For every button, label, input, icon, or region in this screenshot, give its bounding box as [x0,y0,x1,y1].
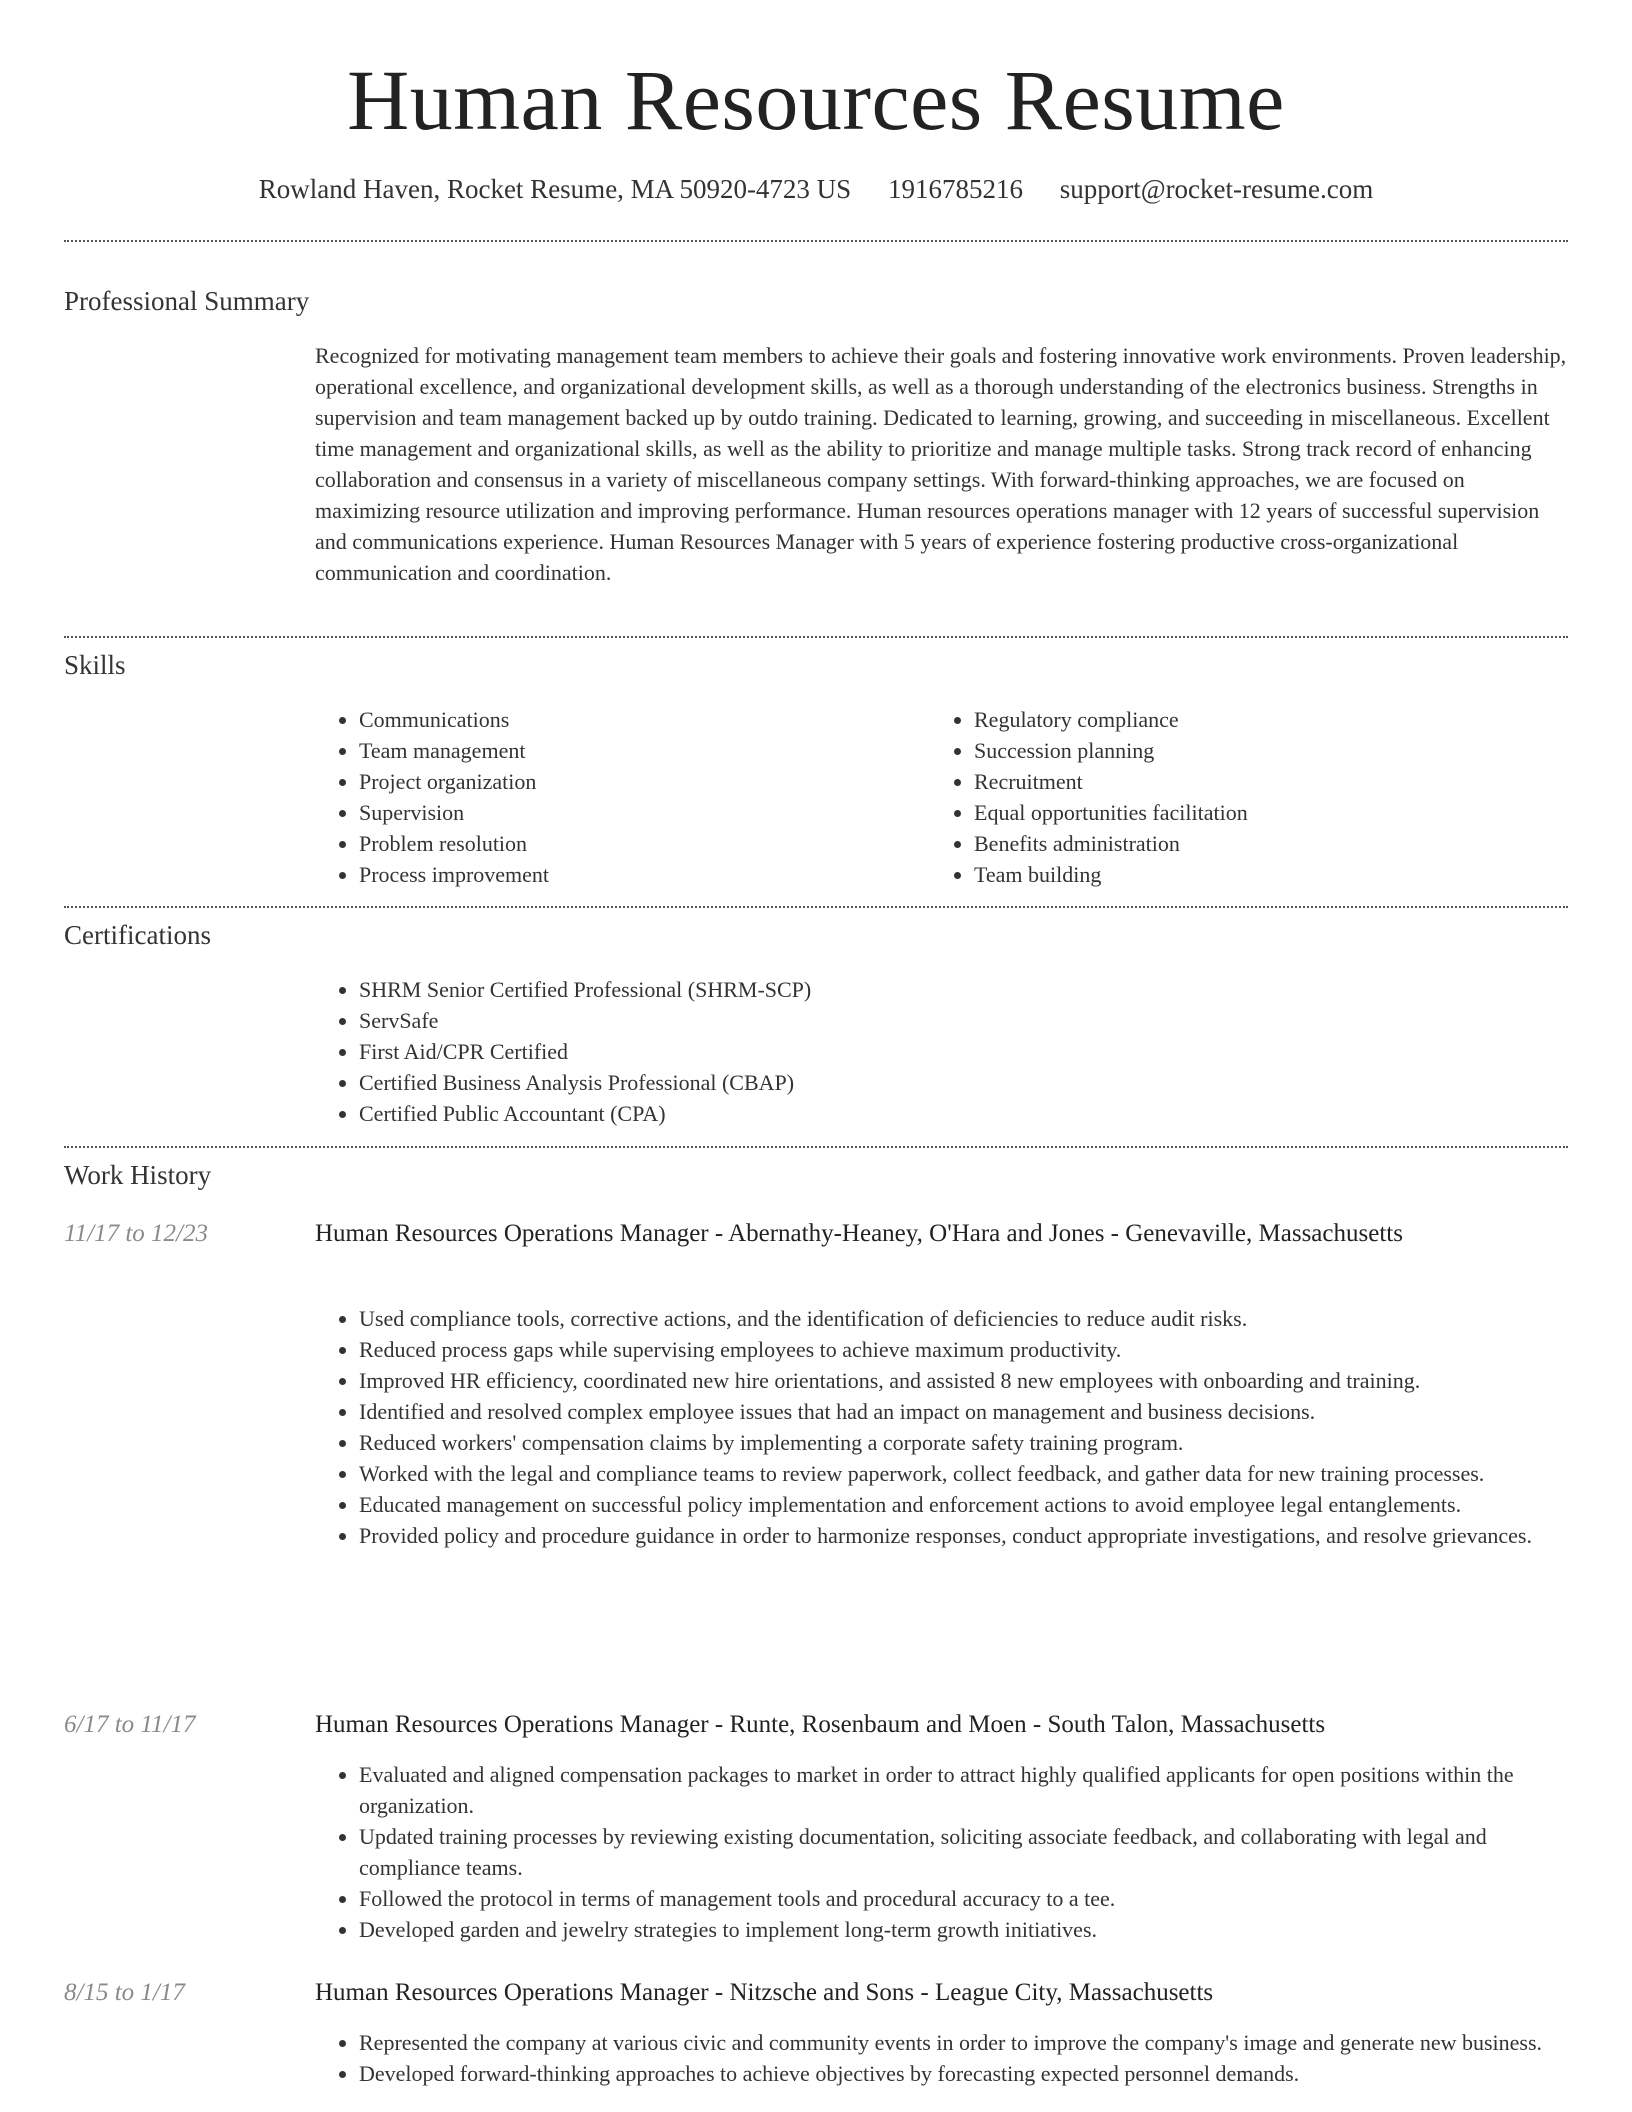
contact-line [0,172,1632,206]
job-dates: 6/17 to 11/17 [64,1711,196,1738]
certification-item: • First Aid/CPR Certified [359,1036,1569,1067]
certification-item: • SHRM Senior Certified Professional (SHRM-SCP) [359,974,1569,1005]
job-title: Human Resources Operations Manager - Runte, Rosenbaum and Moen - South Talon, Massachusetts [315,1711,1326,1738]
job-dates: 11/17 to 12/23 [64,1220,208,1247]
job-bullet: • Evaluated and aligned compensation packages to market in order to attract highly qualified applicants for open positions within the organization. [359,1759,1570,1821]
job-bullet: • Worked with the legal and compliance teams to review paperwork, collect feedback, and gather data for new training processes. [359,1458,1570,1489]
divider [64,1146,1568,1148]
skill-item: • Equal opportunities facilitation [974,797,1594,828]
job-bullet: • Reduced workers' compensation claims by implementing a corporate safety training program. [359,1427,1570,1458]
skill-item: • Process improvement [359,859,919,890]
skill-item: • Regulatory compliance [974,704,1594,735]
job-bullet: • Updated training processes by reviewing existing documentation, soliciting associate feedback, and collaborating with legal and compliance teams. [359,1821,1570,1883]
job-bullets [315,1303,1570,1551]
skill-item: • Benefits administration [974,828,1594,859]
job-bullet: • Educated management on successful policy implementation and enforcement actions to avoid employee legal entanglements. [359,1489,1570,1520]
skills-list-right [930,704,1594,890]
work-history-heading: Work History [64,1160,212,1190]
job-bullet: • Used compliance tools, corrective actions, and the identification of deficiencies to reduce audit risks. [359,1303,1570,1334]
skill-item: • Recruitment [974,766,1594,797]
certification-item: • Certified Business Analysis Professional (CBAP) [359,1067,1569,1098]
certifications-heading: Certifications [64,920,211,950]
summary-heading: Professional Summary [64,286,310,316]
job-bullet: • Represented the company at various civic and community events in order to improve the company's image and generate new business. [359,2027,1570,2058]
certifications-list [315,974,1569,1129]
job-title: Human Resources Operations Manager - Nitzsche and Sons - League City, Massachusetts [315,1979,1214,2006]
skills-list-left [315,704,919,890]
skills-heading: Skills [64,650,126,680]
divider [64,240,1568,242]
job-bullet: • Provided policy and procedure guidance in order to harmonize responses, conduct appropriate investigations, and resolve grievances. [359,1520,1570,1551]
job-bullet: • Improved HR efficiency, coordinated new hire orientations, and assisted 8 new employees with onboarding and training. [359,1365,1570,1396]
skill-item: • Team management [359,735,919,766]
divider [64,636,1568,638]
job-bullet: • Reduced process gaps while supervising employees to achieve maximum productivity. [359,1334,1570,1365]
skill-item: • Project organization [359,766,919,797]
skill-item: • Team building [974,859,1594,890]
page-title: Human Resources Resume [347,52,1285,148]
contact-address: Rowland Haven, Rocket Resume, MA 50920-4723 US [258,174,852,204]
job-bullet: • Followed the protocol in terms of management tools and procedural accuracy to a tee. [359,1883,1570,1914]
contact-email: support@rocket-resume.com [1059,174,1374,204]
job-title: Human Resources Operations Manager - Abernathy-Heaney, O'Hara and Jones - Genevaville, Massachusetts [315,1220,1403,1247]
job-bullet: • Developed forward-thinking approaches to achieve objectives by forecasting expected personnel demands. [359,2058,1570,2089]
job-dates: 8/15 to 1/17 [64,1979,185,2006]
summary-text: Recognized for motivating management team members to achieve their goals and fostering innovative work environments. Proven leadership, operational excellence, and organizational development skills, as well as a thorough understanding of the electronics business. Strengths in supervision and team management backed up by outdo training. Dedicated to learning, growing, and succeeding in miscellaneous. Excellent time management and organizational skills, as well as the ability to prioritize and manage multiple tasks. Strong track record of enhancing collaboration and consensus in a variety of miscellaneous company settings. With forward-thinking approaches, we are focused on maximizing resource utilization and improving performance. Human resources operations manager with 12 years of successful supervision and communications experience. Human Resources Manager with 5 years of experience fostering productive cross-organizational communication and coordination. [315,343,1567,585]
skill-item: • Communications [359,704,919,735]
divider [64,906,1568,908]
contact-phone: 1916785216 [887,174,1023,204]
job-bullet: • Developed garden and jewelry strategies to implement long-term growth initiatives. [359,1914,1570,1945]
job-bullet: • Identified and resolved complex employee issues that had an impact on management and business decisions. [359,1396,1570,1427]
certification-item: • Certified Public Accountant (CPA) [359,1098,1569,1129]
skill-item: • Succession planning [974,735,1594,766]
certification-item: • ServSafe [359,1005,1569,1036]
skill-item: • Problem resolution [359,828,919,859]
job-bullets [315,1759,1570,1945]
skill-item: • Supervision [359,797,919,828]
job-bullets [315,2027,1570,2089]
